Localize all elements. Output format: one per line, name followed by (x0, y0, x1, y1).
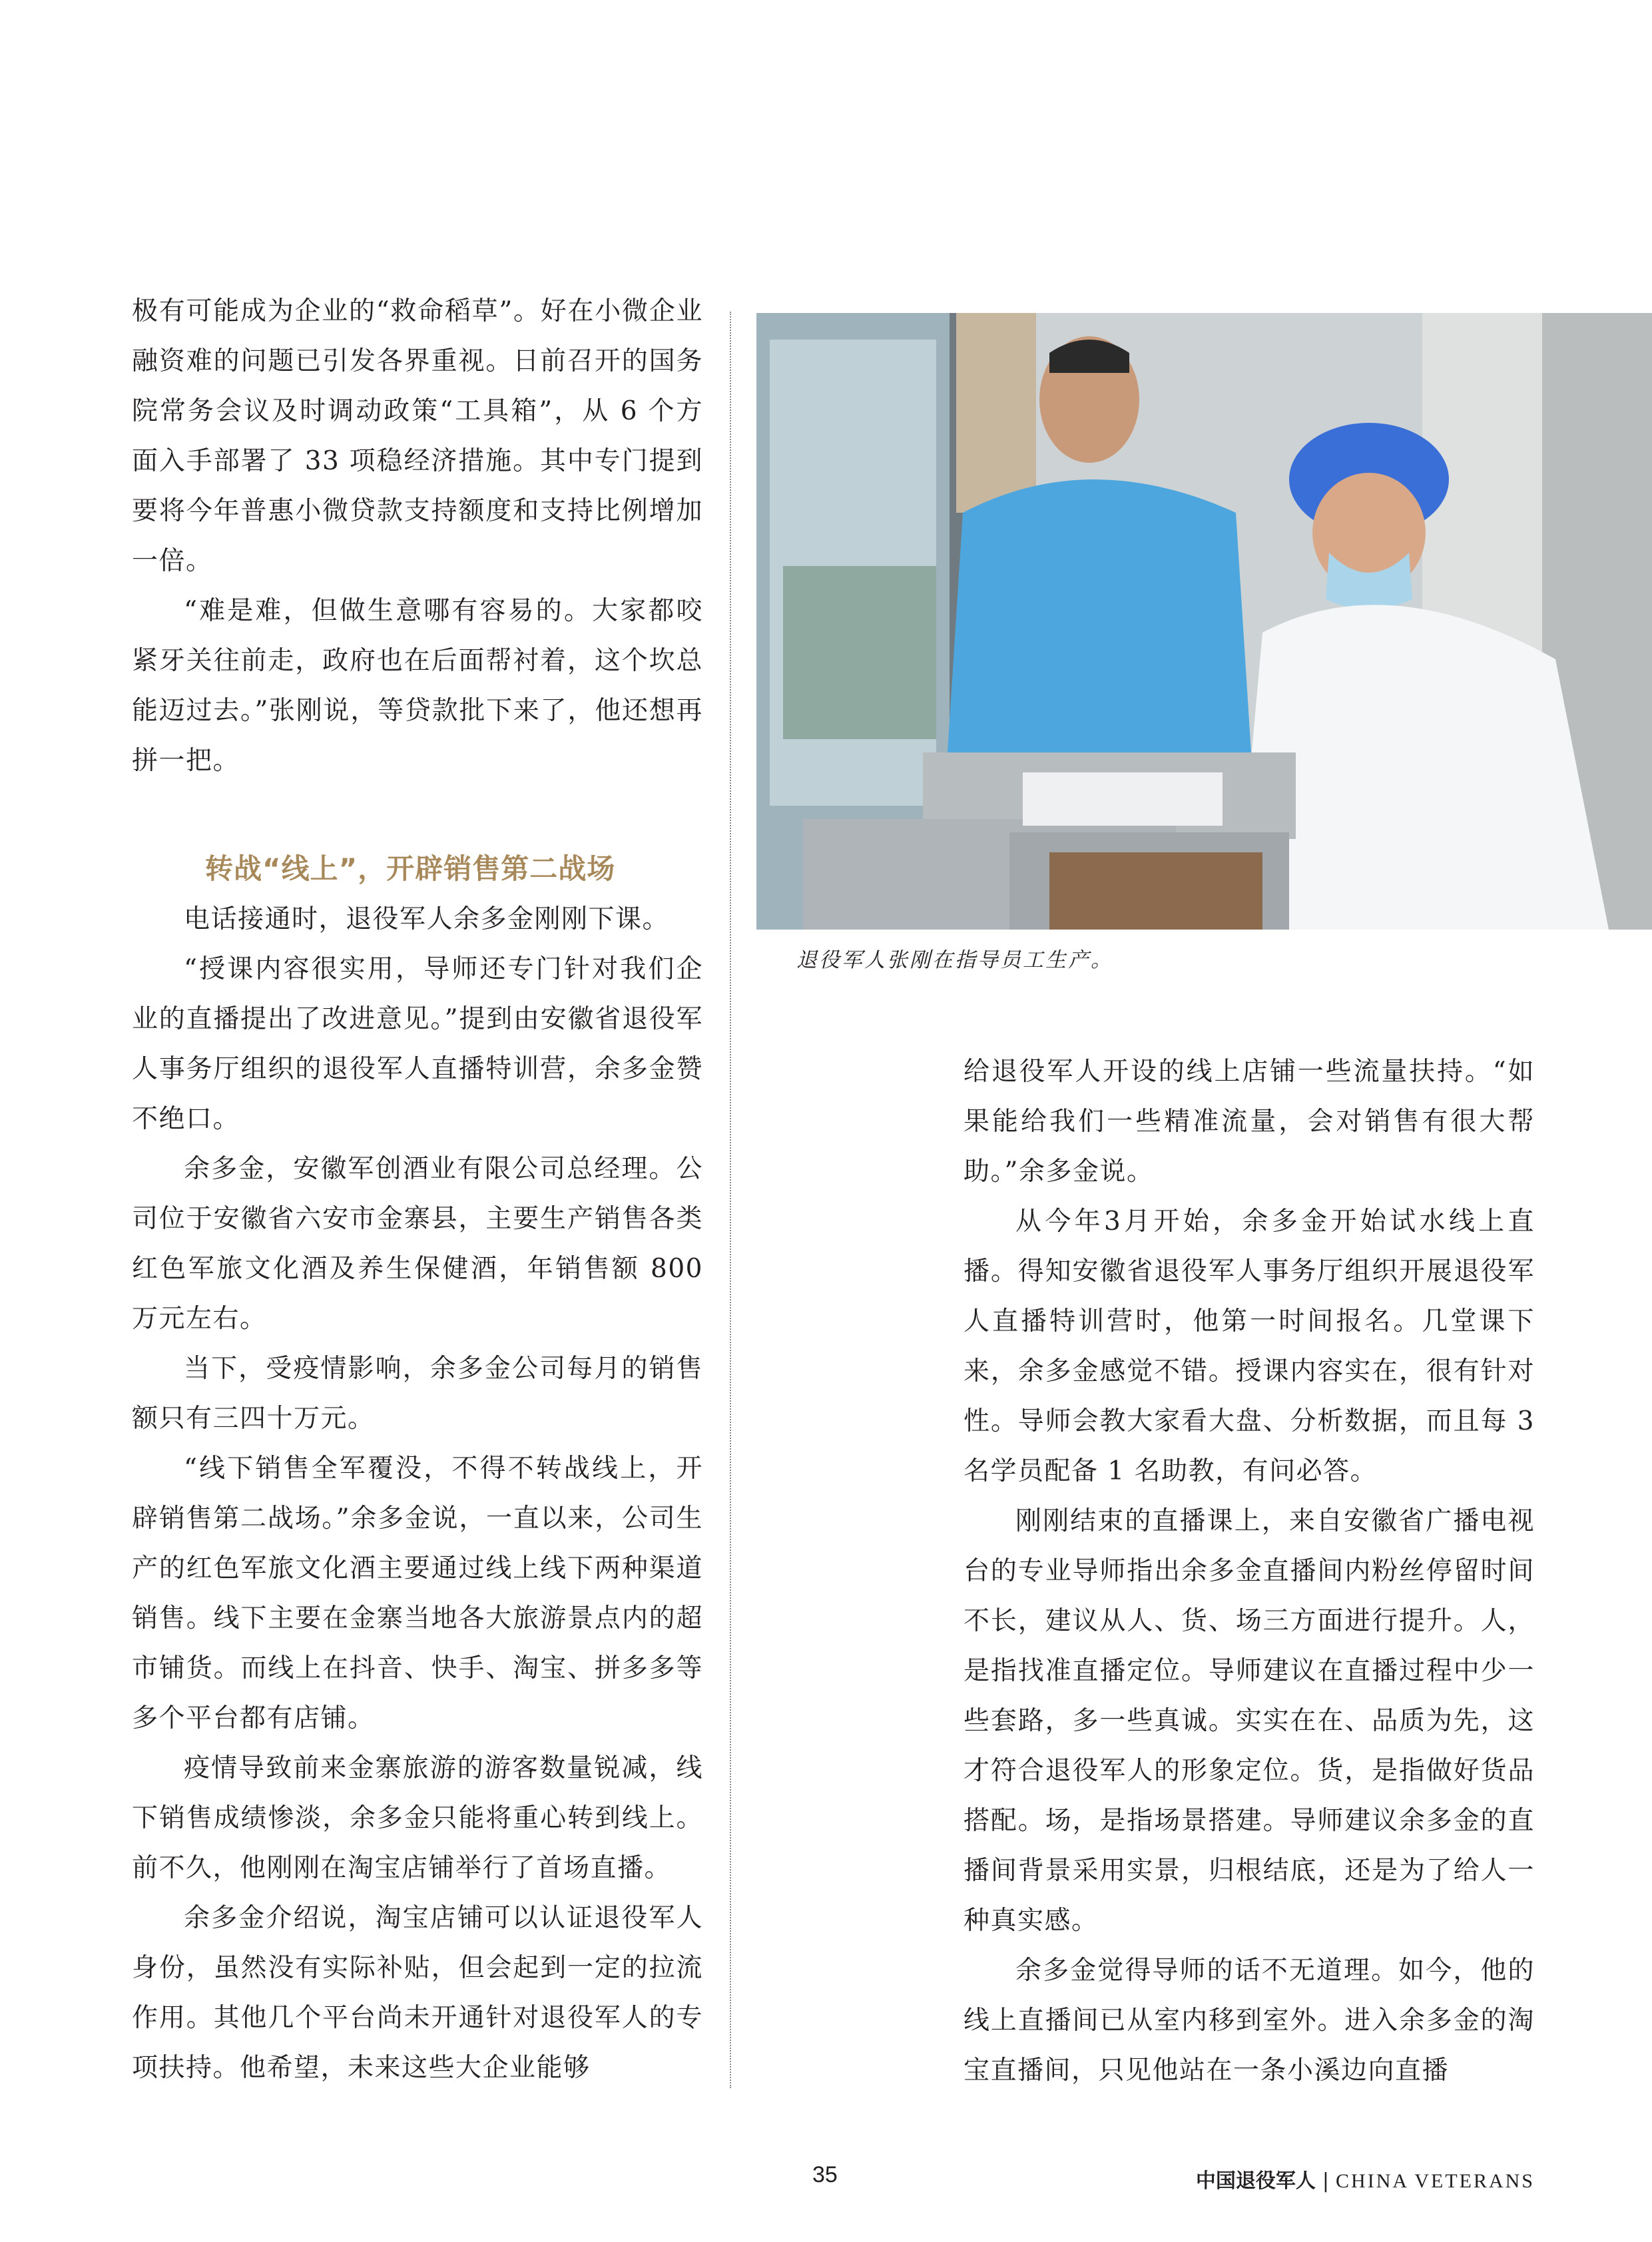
brand-cn: 中国退役军人 (1195, 2169, 1316, 2193)
footer-brand (1196, 2164, 1535, 2193)
paragraph: “授课内容很实用，导师还专门针对我们企业的直播提出了改进意见。”提到由安徽省退役军人事务厅组织的退役军人直播特训营，余多金赞不绝口。 (132, 954, 703, 1134)
paragraph: 给退役军人开设的线上店铺一些流量扶持。“如果能给我们一些精准流量，会对销售有很大帮助。”余多金说。 (964, 1057, 1535, 1187)
paragraph: 从今年3月开始，余多金开始试水线上直播。得知安徽省退役军人事务厅组织开展退役军人直播特训营时，他第一时间报名。几堂课下来，余多金感觉不错。授课内容实在，很有针对性。导师会教大家看大盘、分析数据，而且每 3 名学员配备 1 名助教，有问必答。 (964, 1207, 1535, 1486)
photo-caption: 退役军人张刚在指导员工生产。 (796, 948, 1113, 972)
paragraph: “线下销售全军覆没，不得不转战线上，开辟销售第二战场。”余多金说，一直以来，公司生产的红色军旅文化酒主要通过线上线下两种渠道销售。线下主要在金寨当地各大旅游景点内的超市铺货。而线上在抖音、快手、淘宝、拼多多等多个平台都有店铺。 (132, 1454, 703, 1733)
page-number: 35 (812, 2162, 838, 2187)
paragraph: 余多金介绍说，淘宝店铺可以认证退役军人身份，虽然没有实际补贴，但会起到一定的拉流作用。其他几个平台尚未开通针对退役军人的专项扶持。他希望，未来这些大企业能够 (132, 1903, 703, 2083)
paragraph: “难是难，但做生意哪有容易的。大家都咬紧牙关往前走，政府也在后面帮衬着，这个坎总能迈过去。”张刚说，等贷款批下来了，他还想再拼一把。 (132, 596, 703, 776)
column-divider (730, 312, 732, 2088)
paragraph: 电话接通时，退役军人余多金刚刚下课。 (184, 904, 670, 934)
brand-separator: | (1322, 2169, 1330, 2193)
article-photo (756, 313, 1652, 930)
paragraph: 疫情导致前来金寨旅游的游客数量锐减，线下销售成绩惨淡，余多金只能将重心转到线上。前不久，他刚刚在淘宝店铺举行了首场直播。 (132, 1753, 703, 1883)
section-heading: 转战“线上”，开辟销售第二战场 (205, 852, 616, 885)
brand-en: CHINA VETERANS (1336, 2170, 1535, 2192)
paragraph: 当下，受疫情影响，余多金公司每月的销售额只有三四十万元。 (132, 1354, 703, 1434)
left-column (132, 286, 703, 786)
factory-workers-photo (756, 313, 1652, 930)
right-column (964, 1047, 1535, 2096)
paragraph: 余多金觉得导师的话不无道理。如今，他的线上直播间已从室内移到室外。进入余多金的淘宝直播间，只见他站在一条小溪边向直播 (964, 1956, 1535, 2086)
paragraph: 刚刚结束的直播课上，来自安徽省广播电视台的专业导师指出余多金直播间内粉丝停留时间不长，建议从人、货、场三方面进行提升。人，是指找准直播定位。导师建议在直播过程中少一些套路，多一些真诚。实实在在、品质为先，这才符合退役军人的形象定位。货，是指做好货品搭配。场，是指场景搭建。导师建议余多金的直播间背景采用实景，归根结底，还是为了给人一种真实感。 (964, 1506, 1535, 1936)
paragraph: 极有可能成为企业的“救命稻草”。好在小微企业融资难的问题已引发各界重视。日前召开的国务院常务会议及时调动政策“工具箱”，从 6 个方面入手部署了 33 项稳经济措施。其中专门提到要将今年普惠小微贷款支持额度和支持比例增加一倍。 (132, 296, 703, 576)
paragraph: 余多金，安徽军创酒业有限公司总经理。公司位于安徽省六安市金寨县，主要生产销售各类红色军旅文化酒及养生保健酒，年销售额 800 万元左右。 (132, 1154, 703, 1334)
left-column-continued (132, 894, 703, 2093)
